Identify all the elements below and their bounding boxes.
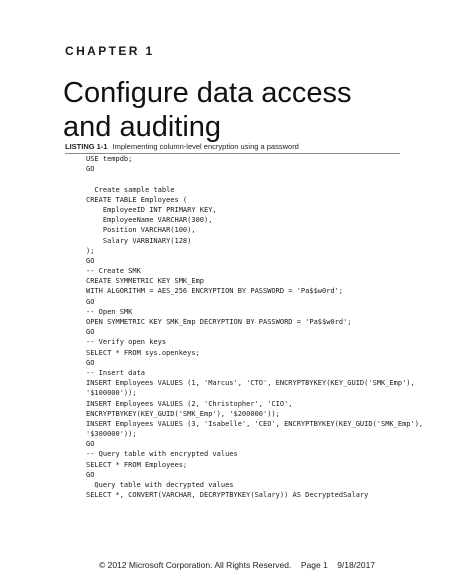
page-footer: © 2012 Microsoft Corporation. All Rights Reserved. Page 1 9/18/2017 [98, 560, 376, 570]
code-line: -- Create SMK [86, 267, 141, 276]
code-line: '$100000')); [86, 389, 137, 398]
code-line: GO [86, 165, 95, 174]
code-listing [86, 154, 424, 500]
code-line: USE tempdb; [86, 155, 133, 163]
code-line: Position VARCHAR(100), [86, 226, 196, 235]
code-line: GO [86, 297, 95, 306]
code-line: ENCRYPTBYKEY(KEY_GUID('SMK_Emp'), '$200000')); [86, 409, 280, 418]
listing-number: LISTING 1-1 [65, 142, 108, 151]
code-line: -- Insert data [86, 368, 146, 377]
code-line: GO [86, 256, 95, 265]
code-line: Create sample table [86, 185, 175, 194]
code-line: GO [86, 470, 95, 479]
page-title: Configure data access and auditing [63, 77, 352, 143]
code-line: OPEN SYMMETRIC KEY SMK_Emp DECRYPTION BY PASSWORD = 'Pa$$w0rd'; [86, 318, 352, 326]
code-line: GO [86, 440, 95, 449]
code-line: SELECT * FROM sys.openkeys; [86, 348, 200, 357]
code-line: EmployeeID INT PRIMARY KEY, [86, 205, 217, 214]
code-line: '$300000')); [86, 430, 137, 439]
code-line: CREATE TABLE Employees ( [86, 195, 188, 204]
code-line: INSERT Employees VALUES (2, 'Christopher', 'CIO', [86, 399, 293, 408]
code-line: CREATE SYMMETRIC KEY SMK_Emp [86, 277, 205, 286]
code-line: WITH ALGORITHM = AES_256 ENCRYPTION BY PASSWORD = 'Pa$$w0rd'; [86, 287, 344, 296]
code-line: SELECT *, CONVERT(VARCHAR, DECRYPTBYKEY(Salary)) AS DecryptedSalary [86, 491, 369, 500]
code-line: -- Verify open keys [86, 338, 167, 347]
code-line: EmployeeName VARCHAR(300), [86, 216, 213, 225]
code-line: Query table with decrypted values [86, 481, 234, 489]
code-line [86, 174, 404, 184]
code-line: INSERT Employees VALUES (3, 'Isabelle', 'CEO', ENCRYPTBYKEY(KEY_GUID('SMK_Emp'), [86, 419, 424, 428]
code-line: SELECT * FROM Employees; [86, 460, 188, 469]
code-line: -- Open SMK [86, 307, 133, 316]
listing-text: Implementing column-level encryption using a password [112, 142, 299, 151]
code-line: Salary VARBINARY(128) [86, 236, 192, 245]
code-line: -- Query table with encrypted values [86, 450, 238, 459]
listing-caption [65, 142, 299, 151]
code-line: GO [86, 358, 95, 367]
code-line: INSERT Employees VALUES (1, 'Marcus', 'CTO', ENCRYPTBYKEY(KEY_GUID('SMK_Emp'), [86, 379, 415, 388]
code-line: GO [86, 328, 95, 337]
chapter-label: CHAPTER 1 [65, 44, 155, 58]
code-line: ); [86, 246, 95, 255]
